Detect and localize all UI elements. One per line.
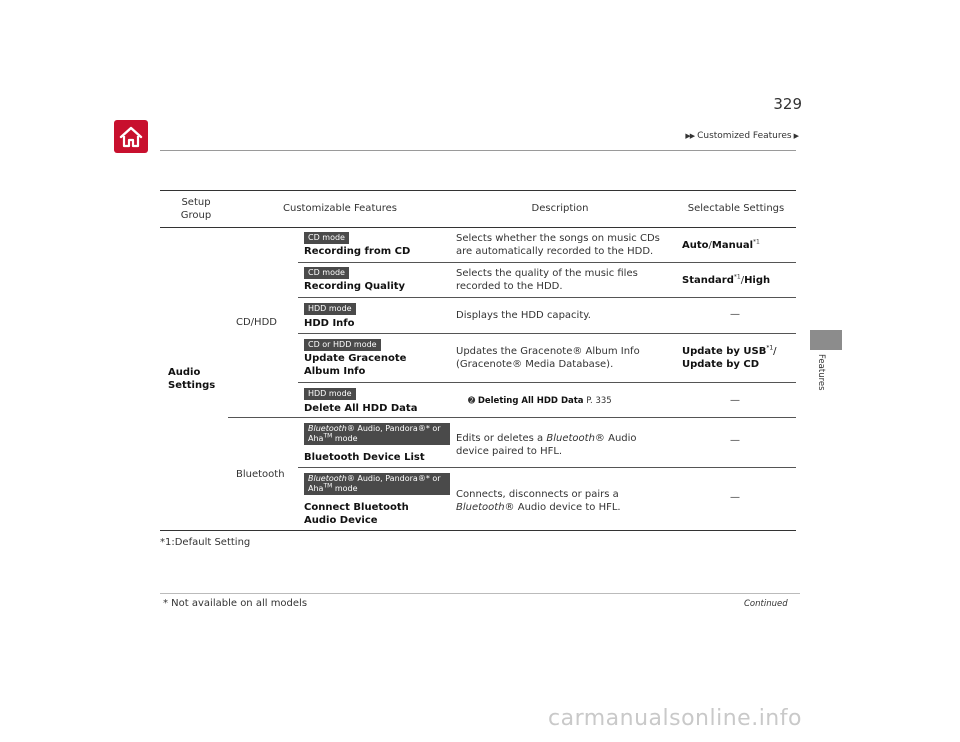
breadcrumb-arrow-icon: ▶ [793, 132, 798, 140]
default-setting-footnote: *1:Default Setting [160, 537, 251, 548]
feature-name: Recording Quality [304, 281, 406, 292]
mode-badge: CD or HDD mode [304, 339, 381, 351]
home-icon [119, 126, 143, 148]
breadcrumb-item[interactable]: Customized Features [697, 131, 792, 141]
feature-name: HDD Info [304, 318, 355, 329]
selectable-settings: Standard$^{*1}$/High [682, 273, 771, 286]
mode-badge: Bluetooth® Audio, Pandora®* or Aha™ mode [304, 473, 450, 495]
feature-name: Delete All HDD Data [304, 403, 418, 414]
column-header: Description [531, 203, 589, 214]
feature-name: Connect Bluetooth Audio Device [304, 502, 409, 526]
selectable-settings: — [730, 395, 740, 406]
column-header: Setup Group [180, 197, 212, 221]
watermark: carmanualsonline.info [548, 706, 802, 731]
selectable-settings: Update by USB$^{*1}$/ Update by CD [682, 344, 777, 370]
feature-description: Edits or deletes a Bluetooth® Audio device paired to HFL. [456, 433, 637, 457]
reference-arrow-icon: ➋ [468, 396, 476, 406]
home-button[interactable] [114, 120, 148, 153]
breadcrumb[interactable] [685, 131, 798, 141]
cross-reference-link[interactable]: ➋ Deleting All HDD Data P. 335 [468, 396, 612, 406]
feature-description: Selects the quality of the music files recorded to the HDD. [456, 268, 638, 292]
breadcrumb-arrow-icon: ▶▶ [685, 132, 695, 140]
feature-name: Recording from CD [304, 246, 411, 257]
feature-name: Bluetooth Device List [304, 452, 425, 463]
selectable-settings: Auto/Manual$^{*1}$ [682, 238, 760, 251]
mode-badge: HDD mode [304, 303, 356, 315]
column-header: Selectable Settings [687, 203, 785, 214]
column-header: Customizable Features [283, 203, 397, 214]
subgroup-label: Bluetooth [236, 469, 285, 480]
selectable-settings: — [730, 435, 740, 446]
mode-badge: CD mode [304, 267, 349, 279]
feature-name: Update Gracenote Album Info [304, 353, 407, 377]
page-number: 329 [773, 95, 802, 113]
side-tab-label: Features [816, 354, 826, 391]
header-divider [160, 150, 796, 151]
side-tab-marker [810, 330, 842, 350]
feature-description: Updates the Gracenote® Album Info (Gracenote® Media Database). [456, 346, 640, 370]
continued-label: Continued [744, 599, 788, 609]
mode-badge: CD mode [304, 232, 349, 244]
feature-description: Connects, disconnects or pairs a Bluetooth® Audio device to HFL. [456, 489, 621, 513]
subgroup-label: CD/HDD [236, 317, 277, 328]
selectable-settings: — [730, 492, 740, 503]
availability-footnote: * Not available on all models [163, 598, 308, 609]
footer-divider [160, 593, 800, 594]
mode-badge: HDD mode [304, 388, 356, 400]
selectable-settings: — [730, 309, 740, 320]
setup-group-label: Audio Settings [168, 367, 216, 391]
feature-description: Selects whether the songs on music CDs are automatically recorded to the HDD. [456, 233, 660, 257]
mode-badge: Bluetooth® Audio, Pandora®* or Aha™ mode [304, 423, 450, 445]
feature-description: Displays the HDD capacity. [456, 310, 591, 321]
